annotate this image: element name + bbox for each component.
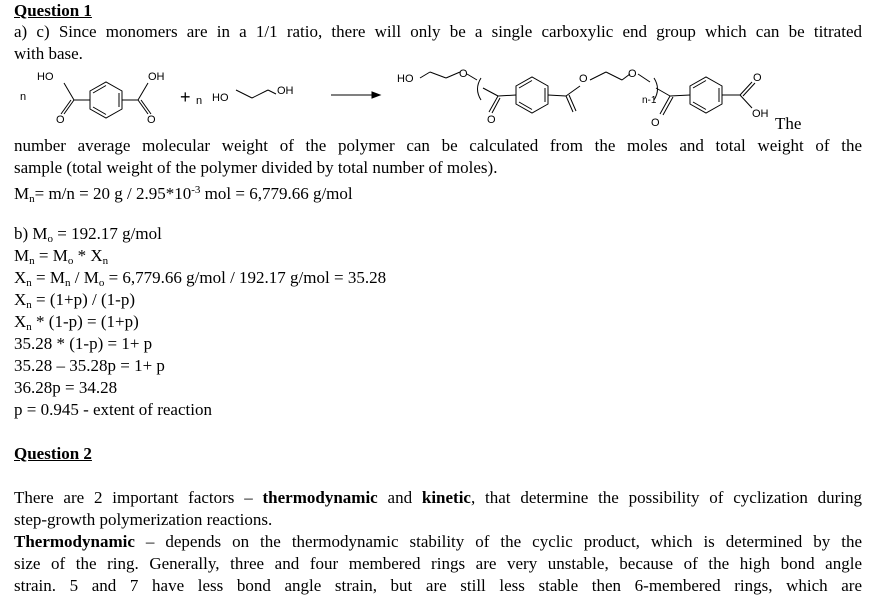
scheme-n-2: n <box>196 95 203 107</box>
scheme-o-2: O <box>147 114 156 126</box>
q1-intro-line-2: with base. <box>14 44 83 63</box>
scheme-acid-o: O <box>753 72 762 84</box>
scheme-ho-2: HO <box>212 92 229 104</box>
q2-para-1-line-1: There are 2 important factors – thermodynamic and kinetic, that determine the possibility of cyclization during <box>14 488 862 507</box>
benzene-ring-2 <box>516 77 548 113</box>
q1-tail-word: The <box>775 114 802 133</box>
eq-step-5: 35.28 * (1-p) = 1+ p <box>14 334 153 353</box>
scheme-ho-3: HO <box>397 73 414 85</box>
scheme-oh-2: OH <box>277 85 294 97</box>
eq-rearranged: $X_n * (1-p) = (1+p)$ <box>14 312 139 333</box>
part-b-mo: b) $M_o = 192.17$ g/mol <box>14 224 162 245</box>
mn-equation: $M_n= m/n = 20$ g / $2.95*10^{-3}$ mol = 6,779.66 g/mol <box>14 184 353 205</box>
scheme-o-1: O <box>56 114 65 126</box>
q2-para-2-line-1: Thermodynamic – depends on the thermodynamic stability of the cyclic product, which is determined by the <box>14 532 862 551</box>
eq-step-6: 35.28 – 35.28p = 1+ p <box>14 356 165 375</box>
eq-xn-value: $X_n = M_n / M_o = 6,779.66$ g/mol / 192.17 g/mol = 35.28 <box>14 268 387 289</box>
question-2-title: Question 2 <box>14 444 92 463</box>
scheme-ester-o-1: O <box>459 68 468 80</box>
q2-para-2-line-3: strain. 5 and 7 have less bond angle strain, but are still less stable then 6-membered rings, which are <box>14 576 862 595</box>
reaction-scheme <box>0 66 882 128</box>
eq-step-7: 36.28p = 34.28 <box>14 378 118 397</box>
scheme-oh-1: OH <box>148 71 165 83</box>
q1-para-line-2: sample (total weight of the polymer divided by total number of moles). <box>14 158 498 177</box>
scheme-carbonyl-o-2: O <box>651 117 660 128</box>
scheme-plus: + <box>180 87 191 107</box>
question-1-title: Question 1 <box>14 1 92 20</box>
eq-mn-mo-xn: $M_n = M_o * X_n$ <box>14 246 109 267</box>
scheme-carbonyl-o-1: O <box>487 114 496 126</box>
scheme-ester-o-3: O <box>628 68 637 80</box>
benzene-ring-1 <box>90 82 122 118</box>
q1-intro-line-1: a) c) Since monomers are in a 1/1 ratio, there will only be a single carboxylic end group which can be titrated <box>14 22 862 41</box>
eq-carothers: $X_n = (1+p) / (1-p)$ <box>14 290 135 311</box>
eq-result: p = 0.945 - extent of reaction <box>14 400 212 419</box>
benzene-ring-3 <box>690 77 722 113</box>
scheme-repeat-n-minus-1: n-1 <box>642 95 657 106</box>
scheme-ho-1: HO <box>37 71 54 83</box>
scheme-ester-o-2: O <box>579 73 588 85</box>
q2-para-2-line-2: size of the ring. Generally, three and four membered rings are very unstable, because of the high bond angle <box>14 554 862 573</box>
scheme-oh-end: OH <box>752 108 769 120</box>
q1-para-line-1: number average molecular weight of the polymer can be calculated from the moles and total weight of the <box>14 136 862 155</box>
scheme-n-1: n <box>20 91 27 103</box>
q2-para-1-line-2: step-growth polymerization reactions. <box>14 510 273 529</box>
